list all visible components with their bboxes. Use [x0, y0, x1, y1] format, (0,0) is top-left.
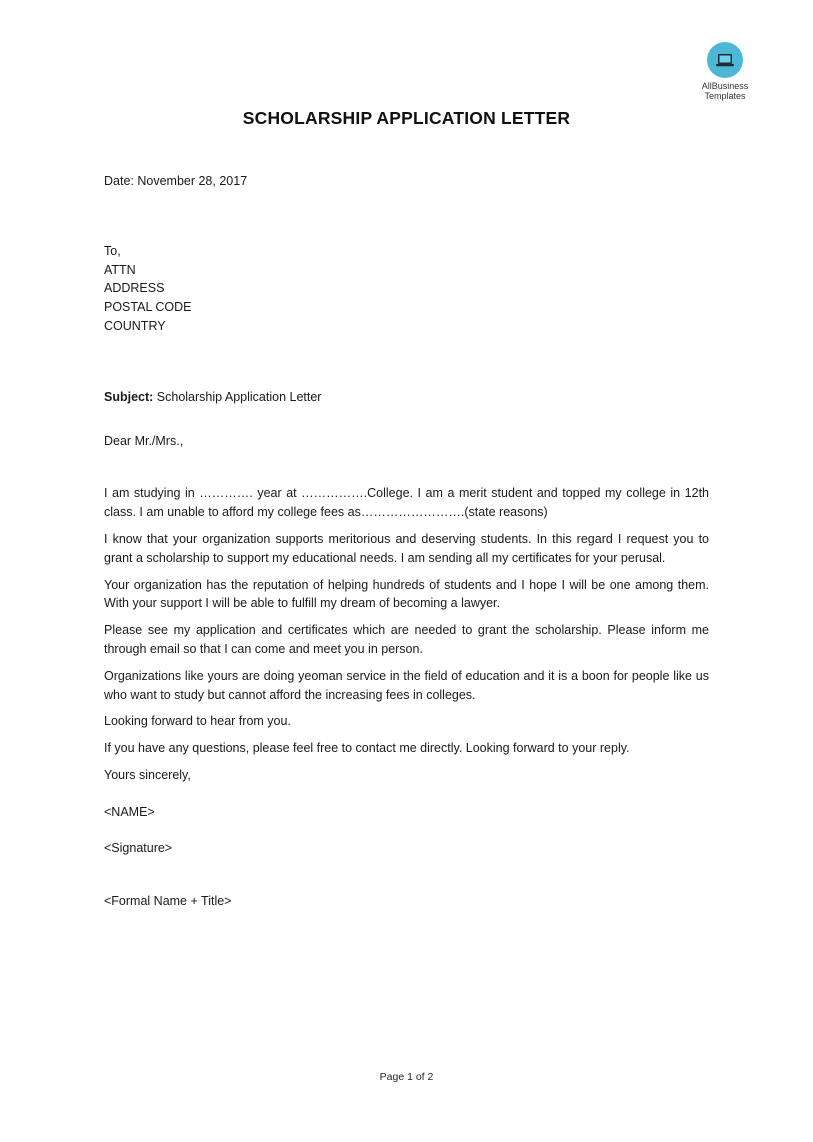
page-number: Page 1 of 2 [379, 1071, 434, 1083]
closing: Yours sincerely, [104, 767, 191, 782]
subject-text: Scholarship Application Letter [153, 389, 322, 404]
logo-text-line1: AllBusiness [701, 81, 749, 91]
address-line: COUNTRY [104, 318, 166, 333]
signoff-signature: <Signature> [104, 840, 173, 855]
address-line: To, [104, 243, 121, 258]
signoff-formal-name: <Formal Name + Title> [104, 894, 232, 909]
address-line: POSTAL CODE [104, 300, 192, 315]
letter-title: SCHOLARSHIP APPLICATION LETTER [242, 108, 571, 128]
address-line: ATTN [104, 262, 136, 277]
body-paragraph: Please see my application and certificates which are needed to grant the scholarship. Please inform me through email so that I can come and meet you in person. [104, 623, 709, 656]
subject-label: Subject: [104, 389, 154, 404]
body-paragraph: Your organization has the reputation of helping hundreds of students and I hope I will be one among them. With your support I will be able to fulfill my dream of becoming a lawyer. [104, 577, 709, 611]
body-paragraph: If you have any questions, please feel free to contact me directly. Looking forward to your reply. [104, 741, 630, 756]
letter-body [104, 172, 709, 911]
subject-line [104, 388, 709, 407]
body-paragraph: I know that your organization supports meritorious and deserving students. In this regard I request you to grant a scholarship to support my educational needs. I am sending all my certificates for your perusal. [104, 531, 709, 565]
logo-text-line2: Templates [704, 91, 746, 101]
address-line: ADDRESS [104, 281, 165, 296]
date-line: Date: November 28, 2017 [104, 174, 248, 188]
body-paragraph: I am studying in …………. year at …………….College. I am a merit student and topped my college in 12th class. I am unable to afford my college fees as…………………….(state reasons) [104, 486, 709, 520]
laptop-icon [707, 42, 743, 78]
body-paragraph: Organizations like yours are doing yeoman service in the field of education and it is a boon for people like us who want to study but cannot afford the increasing fees in colleges. [104, 668, 709, 702]
body-paragraph: Looking forward to hear from you. [104, 714, 291, 729]
allbusiness-templates-logo [696, 42, 754, 101]
salutation: Dear Mr./Mrs., [104, 433, 184, 448]
signoff-name: <NAME> [104, 804, 155, 819]
